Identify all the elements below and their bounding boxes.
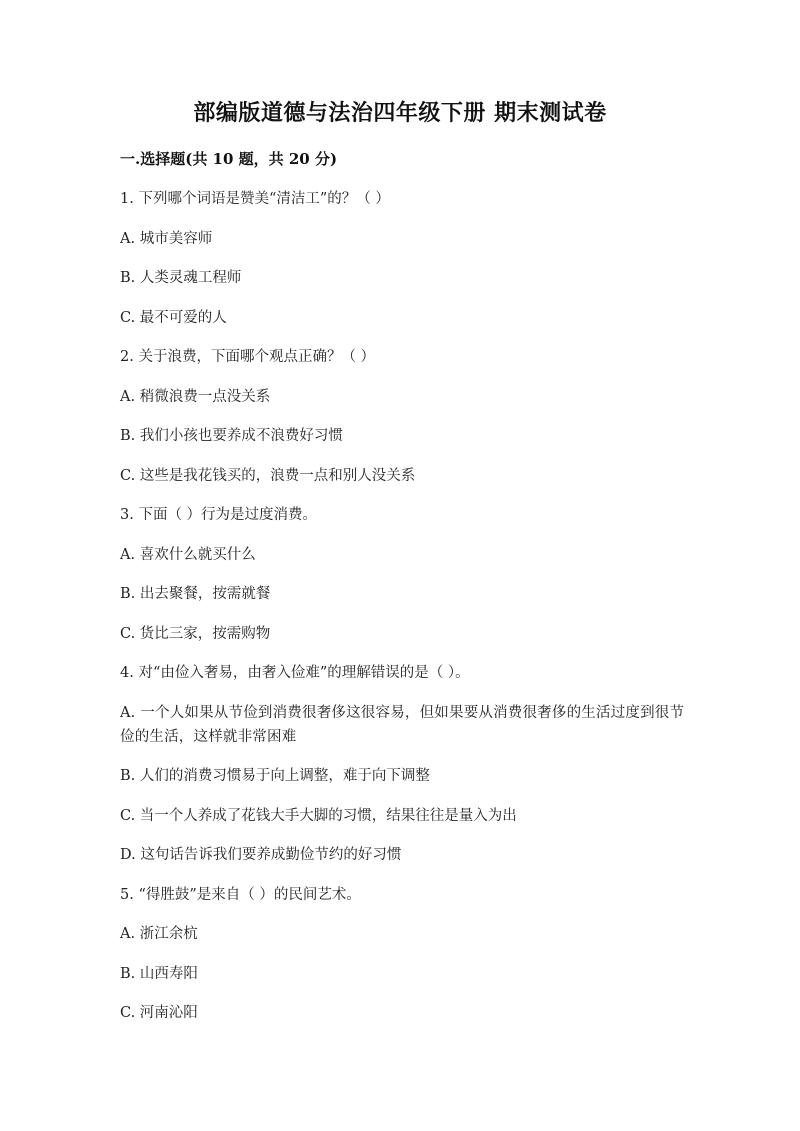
question-5-option-c: C. 河南沁阳 [120, 1005, 198, 1021]
section-heading: 一.选择题(共 10 题，共 20 分) [120, 150, 338, 168]
question-4-option-c: C. 当一个人养成了花钱大手大脚的习惯，结果往往是量入为出 [120, 807, 517, 824]
question-3-option-b: B. 出去聚餐，按需就餐 [120, 586, 271, 602]
page-title: 部编版道德与法治四年级下册 期末测试卷 [193, 100, 607, 126]
question-1-option-c: C. 最不可爱的人 [120, 309, 227, 326]
question-5-stem: 5. “得胜鼓”是来自（ ）的民间艺术。 [120, 886, 361, 903]
question-2-option-b: B. 我们小孩也要养成不浪费好习惯 [120, 428, 343, 444]
question-2-stem: 2. 关于浪费，下面哪个观点正确？（ ） [120, 349, 376, 365]
question-2-option-c: C. 这些是我花钱买的，浪费一点和别人没关系 [120, 467, 416, 484]
question-4-option-b: B. 人们的消费习惯易于向上调整，难于向下调整 [120, 768, 430, 784]
question-3-option-c: C. 货比三家，按需购物 [120, 625, 271, 642]
question-1-option-a: A. 城市美容师 [120, 230, 213, 247]
question-4-stem: 4. 对“由俭入奢易，由奢入俭难”的理解错误的是（ ）。 [120, 665, 470, 681]
question-4-option-a: A. 一个人如果从节俭到消费很奢侈这很容易，但如果要从消费很奢侈的生活过度到很节俭的生活，这样就非常困难 [120, 704, 685, 745]
question-5-option-a: A. 浙江余杭 [120, 926, 198, 942]
question-1-stem: 1. 下列哪个词语是赞美“清洁工”的？（ ） [120, 191, 390, 207]
question-2-option-a: A. 稍微浪费一点没关系 [120, 388, 271, 405]
question-5-option-b: B. 山西寿阳 [120, 965, 198, 982]
question-1-option-b: B. 人类灵魂工程师 [120, 270, 242, 286]
question-3-stem: 3. 下面（ ）行为是过度消费。 [120, 507, 318, 523]
question-3-option-a: A. 喜欢什么就买什么 [120, 546, 256, 563]
question-4-option-d: D. 这句话告诉我们要养成勤俭节约的好习惯 [120, 847, 402, 863]
question-list [120, 187, 690, 1041]
